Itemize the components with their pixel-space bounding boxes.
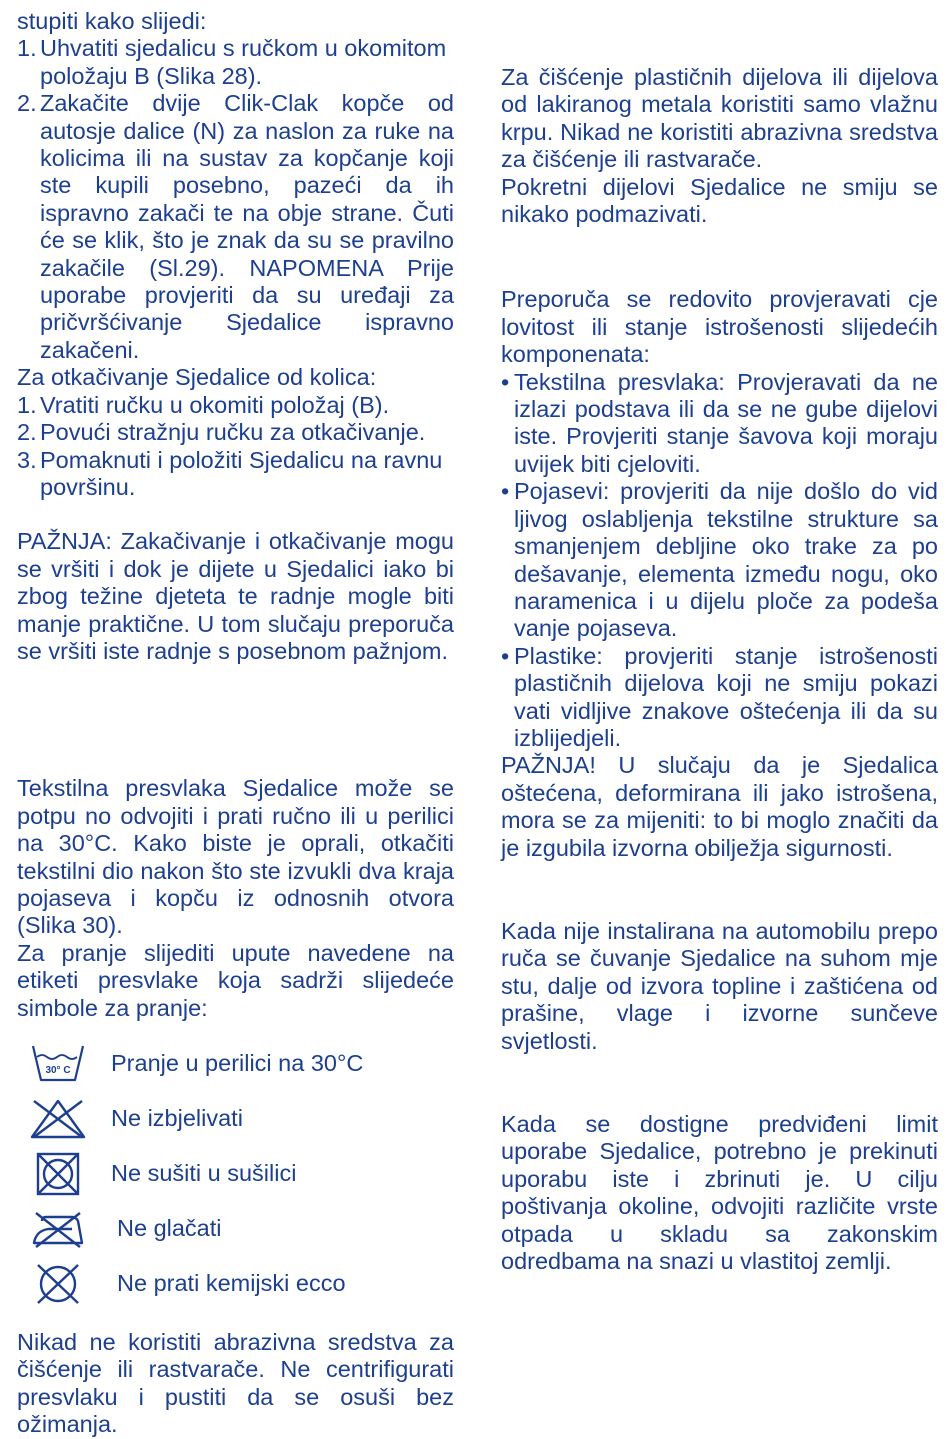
care-symbol-label: Ne prati kemijski ecco bbox=[117, 1269, 346, 1296]
check-list-item bbox=[501, 643, 938, 753]
detach-step bbox=[17, 447, 454, 502]
step-text: Pomaknuti i položiti Sjedalicu na ravnu površinu. bbox=[40, 446, 443, 500]
no-tumble-dry-icon bbox=[17, 1146, 99, 1201]
step-text: Vratiti ručku u okomiti položaj (B). bbox=[40, 391, 390, 418]
washing-instructions: Za pranje slijediti upute navedene na etiketi presvlake koja sadrži slijedeće simbole za pranje: bbox=[17, 939, 454, 1021]
detach-heading: Za otkačivanje Sjedalice od kolica: bbox=[17, 364, 377, 391]
attach-step bbox=[17, 35, 454, 90]
care-symbol-label: Ne sušiti u sušilici bbox=[111, 1159, 297, 1186]
step-number: 3. bbox=[17, 446, 37, 473]
storage-paragraph: Kada nije instalirana na automobilu prepo ruča se čuvanje Sjedalice na suhom mje stu, dalje od izvora topline i zaštićena od prašine, vlage i izvorne sunčeve svjetlosti. bbox=[501, 917, 938, 1054]
check-item-text: Tekstilna presvlaka: Provjeravati da ne izlazi podstava ili da se ne gube dijelovi iste. Provjeriti stanje šavova koji moraju uvijek biti cjeloviti. bbox=[514, 368, 938, 477]
check-list-item bbox=[501, 478, 938, 642]
care-symbol-label: Pranje u perilici na 30°C bbox=[111, 1049, 364, 1076]
bullet: • bbox=[501, 642, 510, 669]
care-symbol-label: Ne izbjelivati bbox=[111, 1104, 243, 1131]
step-number: 1. bbox=[17, 35, 37, 62]
check-item-text: Pojasevi: provjeriti da nije došlo do vid ljivog oslabljenja tekstilne strukture sa smanjenjem debljine oko trake za po dešavanje, elementa između nogu, oko naramenica i u dijelu ploče za podeša vanje pojaseva. bbox=[514, 478, 938, 642]
check-item-text: Plastike: provjeriti stanje istrošenosti plastičnih dijelova koji ne smiju pokazi vati vidljive znakove oštećenja ili da su izblijedjeli. bbox=[514, 642, 938, 751]
care-symbol-row bbox=[17, 1036, 454, 1091]
no-dry-clean-icon bbox=[17, 1256, 99, 1311]
care-symbol-row bbox=[17, 1091, 454, 1146]
step-number: 2. bbox=[17, 419, 37, 446]
left-column bbox=[17, 8, 454, 1439]
step-text: Povući stražnju ručku za otkačivanje. bbox=[40, 419, 426, 446]
bullet: • bbox=[501, 368, 510, 395]
cleaning-paragraph: Za čišćenje plastičnih dijelova ili dijelova od lakiranog metala koristiti samo vlažnu krpu. Nikad ne koristiti abrazivna sredstva za čišćenje ili rastvarače. bbox=[501, 64, 938, 173]
check-intro: Preporuča se redovito provjeravati cje lovitost ili stanje istrošenosti slijedećih komponenata: bbox=[501, 286, 938, 368]
step-number: 2. bbox=[17, 90, 37, 117]
step-number: 1. bbox=[17, 391, 37, 418]
washing-paragraph: Tekstilna presvlaka Sjedalice može se potpu no odvojiti i prati ručno ili u perilici na 30°C. Kako biste je oprali, otkačiti tekstilni dio nakon što ste izvukli dva kraja pojaseva i kopču iz odnosnih otvora (Slika 30). bbox=[17, 775, 454, 939]
damage-warning: PAŽNJA! U slučaju da je Sjedalica oštećena, deformirana ili jako istrošena, mora se za mijeniti: to bi moglo značiti da je izgubila izvorna obilježja sigurnosti. bbox=[501, 752, 938, 861]
step-text: Zakačite dvije Clik-Clak kopče od autosje dalice (N) za naslon za ruke na kolicima ili na sustav za kopčanje koji ste kupili posebno, pazeći da ih ispravno zakači te na obje strane. Čuti će se klik, što je znak da su se pravilno zakačile (Sl.29). NAPOMENA Prije uporabe provjeriti da su uređaji za pričvršćivanje Sjedalice ispravno zakačeni. bbox=[40, 90, 454, 363]
right-column bbox=[501, 64, 938, 1275]
attach-warning: PAŽNJA: Zakačivanje i otkačivanje mogu se vršiti i dok je dijete u Sjedalici iako bi zbog težine djeteta te radnje mogle biti manje praktične. U tom slučaju preporuča se vršiti iste radnje s posebnom pažnjom. bbox=[17, 528, 454, 664]
wash-temperature: 30° C bbox=[45, 1064, 71, 1076]
detach-step bbox=[17, 419, 454, 446]
no-iron-icon bbox=[17, 1201, 99, 1256]
care-symbol-label: Ne glačati bbox=[117, 1214, 222, 1241]
care-symbol-row bbox=[17, 1201, 454, 1256]
care-symbols-list bbox=[17, 1036, 454, 1311]
check-list-item bbox=[501, 369, 938, 479]
detach-step bbox=[17, 392, 454, 419]
bullet: • bbox=[501, 478, 510, 505]
care-symbol-row bbox=[17, 1146, 454, 1201]
care-symbol-row bbox=[17, 1256, 454, 1311]
intro-line: stupiti kako slijedi: bbox=[17, 8, 207, 34]
no-bleach-icon bbox=[17, 1091, 99, 1146]
step-text: Uhvatiti sjedalicu s ručkom u okomitom položaju B (Slika 28). bbox=[40, 35, 447, 89]
closing-paragraph: Nikad ne koristiti abrazivna sredstva za čišćenje ili rastvarače. Ne centrifigurati presvlaku i pustiti da se osuši bez ožimanja. bbox=[17, 1329, 454, 1438]
machine-wash-30-icon bbox=[17, 1036, 99, 1091]
attach-step bbox=[17, 90, 454, 364]
lubrication-note: Pokretni dijelovi Sjedalice ne smiju se nikako podmazivati. bbox=[501, 173, 938, 228]
disposal-paragraph: Kada se dostigne predviđeni limit uporabe Sjedalice, potrebno je prekinuti uporabu iste i zbrinuti je. U cilju poštivanja okoline, odvojiti različite vrste otpada u skladu sa zakonskim odredbama na snazi u vlastitoj zemlji. bbox=[501, 1111, 938, 1275]
